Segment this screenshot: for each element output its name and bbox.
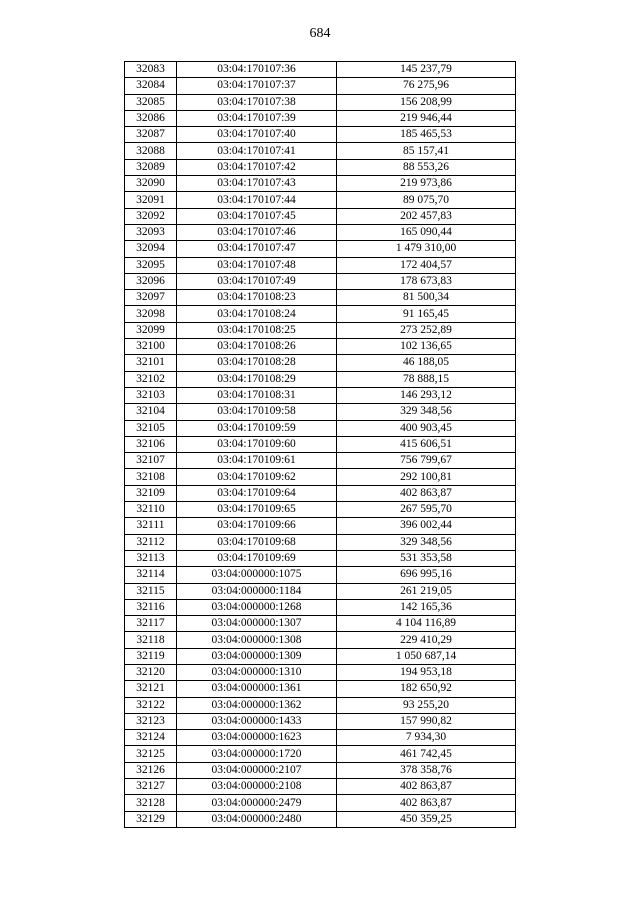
table-row [125,485,516,501]
cadastral-number-cell: 03:04:170109:68 [177,534,337,550]
row-number-cell: 32094 [125,241,177,257]
table-row [125,192,516,208]
amount-cell: 76 275,96 [337,78,516,94]
row-number-cell: 32116 [125,599,177,615]
table-row [125,599,516,615]
table-row [125,436,516,452]
row-number-cell: 32083 [125,62,177,78]
page-number: 684 [309,26,331,41]
row-number-cell: 32084 [125,78,177,94]
row-number-cell: 32122 [125,697,177,713]
amount-cell: 157 990,82 [337,713,516,729]
cadastral-number-cell: 03:04:170109:58 [177,404,337,420]
cadastral-number-cell: 03:04:000000:1310 [177,664,337,680]
amount-cell: 1 479 310,00 [337,241,516,257]
cadastral-number-cell: 03:04:170107:38 [177,94,337,110]
table-row [125,257,516,273]
table-row [125,273,516,289]
row-number-cell: 32102 [125,371,177,387]
table-row [125,78,516,94]
cadastral-number-cell: 03:04:170107:40 [177,127,337,143]
cadastral-number-cell: 03:04:170108:29 [177,371,337,387]
row-number-cell: 32096 [125,273,177,289]
row-number-cell: 32128 [125,795,177,811]
table-row [125,567,516,583]
amount-cell: 178 673,83 [337,273,516,289]
amount-cell: 4 104 116,89 [337,616,516,632]
cadastral-number-cell: 03:04:000000:1433 [177,713,337,729]
amount-cell: 93 255,20 [337,697,516,713]
cadastral-number-cell: 03:04:170108:31 [177,387,337,403]
cadastral-number-cell: 03:04:170109:66 [177,518,337,534]
cadastral-number-cell: 03:04:170109:59 [177,420,337,436]
amount-cell: 415 606,51 [337,436,516,452]
table-row [125,730,516,746]
row-number-cell: 32088 [125,143,177,159]
table-row [125,779,516,795]
row-number-cell: 32100 [125,339,177,355]
cadastral-number-cell: 03:04:000000:2108 [177,779,337,795]
cadastral-number-cell: 03:04:170107:37 [177,78,337,94]
table-row [125,664,516,680]
cadastral-number-cell: 03:04:170107:47 [177,241,337,257]
row-number-cell: 32099 [125,322,177,338]
amount-cell: 46 188,05 [337,355,516,371]
amount-cell: 1 050 687,14 [337,648,516,664]
row-number-cell: 32110 [125,502,177,518]
amount-cell: 402 863,87 [337,795,516,811]
amount-cell: 165 090,44 [337,224,516,240]
cadastral-number-cell: 03:04:170108:23 [177,290,337,306]
table-row [125,371,516,387]
cadastral-number-cell: 03:04:000000:1362 [177,697,337,713]
amount-cell: 219 973,86 [337,176,516,192]
amount-cell: 202 457,83 [337,208,516,224]
table-row [125,355,516,371]
row-number-cell: 32093 [125,224,177,240]
table-row [125,713,516,729]
cadastral-number-cell: 03:04:170109:60 [177,436,337,452]
amount-cell: 273 252,89 [337,322,516,338]
amount-cell: 261 219,05 [337,583,516,599]
table-row [125,159,516,175]
cadastral-number-cell: 03:04:000000:2479 [177,795,337,811]
amount-cell: 229 410,29 [337,632,516,648]
table-row [125,746,516,762]
cadastral-number-cell: 03:04:170107:48 [177,257,337,273]
amount-cell: 402 863,87 [337,779,516,795]
amount-cell: 182 650,92 [337,681,516,697]
row-number-cell: 32097 [125,290,177,306]
row-number-cell: 32108 [125,469,177,485]
table-row [125,387,516,403]
table-row [125,224,516,240]
cadastral-number-cell: 03:04:170108:24 [177,306,337,322]
amount-cell: 156 208,99 [337,94,516,110]
cadastral-number-cell: 03:04:000000:1075 [177,567,337,583]
cadastral-number-cell: 03:04:170108:28 [177,355,337,371]
amount-cell: 102 136,65 [337,339,516,355]
amount-cell: 400 903,45 [337,420,516,436]
row-number-cell: 32124 [125,730,177,746]
cadastral-number-cell: 03:04:000000:1184 [177,583,337,599]
row-number-cell: 32104 [125,404,177,420]
amount-cell: 146 293,12 [337,387,516,403]
row-number-cell: 32092 [125,208,177,224]
row-number-cell: 32113 [125,550,177,566]
table-row [125,241,516,257]
table-row [125,648,516,664]
table-row [125,306,516,322]
table-row [125,681,516,697]
row-number-cell: 32087 [125,127,177,143]
table-row [125,795,516,811]
table-row [125,616,516,632]
table-row [125,143,516,159]
table-row [125,339,516,355]
cadastral-number-cell: 03:04:170107:39 [177,110,337,126]
table-body [125,62,516,828]
row-number-cell: 32095 [125,257,177,273]
cadastral-number-cell: 03:04:170107:49 [177,273,337,289]
table-row [125,110,516,126]
row-number-cell: 32118 [125,632,177,648]
cadastral-number-cell: 03:04:170108:25 [177,322,337,338]
cadastral-number-cell: 03:04:170107:41 [177,143,337,159]
table-row [125,94,516,110]
cadastral-number-cell: 03:04:170108:26 [177,339,337,355]
cadastral-number-cell: 03:04:170109:65 [177,502,337,518]
amount-cell: 78 888,15 [337,371,516,387]
amount-cell: 91 165,45 [337,306,516,322]
amount-cell: 329 348,56 [337,534,516,550]
table-row [125,176,516,192]
row-number-cell: 32115 [125,583,177,599]
amount-cell: 85 157,41 [337,143,516,159]
row-number-cell: 32126 [125,762,177,778]
cadastral-number-cell: 03:04:000000:2480 [177,811,337,827]
cadastral-number-cell: 03:04:000000:1623 [177,730,337,746]
amount-cell: 402 863,87 [337,485,516,501]
row-number-cell: 32098 [125,306,177,322]
row-number-cell: 32106 [125,436,177,452]
table-row [125,502,516,518]
row-number-cell: 32091 [125,192,177,208]
amount-cell: 267 595,70 [337,502,516,518]
amount-cell: 7 934,30 [337,730,516,746]
cadastral-number-cell: 03:04:000000:1720 [177,746,337,762]
amount-cell: 88 553,26 [337,159,516,175]
table-row [125,534,516,550]
row-number-cell: 32103 [125,387,177,403]
cadastral-number-cell: 03:04:170109:62 [177,469,337,485]
table-row [125,518,516,534]
table-row [125,583,516,599]
table-row [125,322,516,338]
table-row [125,550,516,566]
amount-cell: 145 237,79 [337,62,516,78]
cadastral-number-cell: 03:04:000000:1308 [177,632,337,648]
cadastral-number-cell: 03:04:170107:42 [177,159,337,175]
row-number-cell: 32129 [125,811,177,827]
amount-cell: 219 946,44 [337,110,516,126]
row-number-cell: 32119 [125,648,177,664]
row-number-cell: 32090 [125,176,177,192]
amount-cell: 396 002,44 [337,518,516,534]
cadastral-number-cell: 03:04:000000:1307 [177,616,337,632]
amount-cell: 756 799,67 [337,453,516,469]
amount-cell: 461 742,45 [337,746,516,762]
table-row [125,420,516,436]
row-number-cell: 32101 [125,355,177,371]
cadastral-number-cell: 03:04:170107:36 [177,62,337,78]
row-number-cell: 32085 [125,94,177,110]
row-number-cell: 32112 [125,534,177,550]
row-number-cell: 32120 [125,664,177,680]
row-number-cell: 32089 [125,159,177,175]
row-number-cell: 32111 [125,518,177,534]
cadastral-number-cell: 03:04:000000:1309 [177,648,337,664]
table-row [125,811,516,827]
cadastral-number-cell: 03:04:170107:43 [177,176,337,192]
cadastral-number-cell: 03:04:000000:2107 [177,762,337,778]
amount-cell: 172 404,57 [337,257,516,273]
row-number-cell: 32121 [125,681,177,697]
amount-cell: 194 953,18 [337,664,516,680]
table-row [125,208,516,224]
amount-cell: 696 995,16 [337,567,516,583]
cadastral-number-cell: 03:04:170109:69 [177,550,337,566]
row-number-cell: 32109 [125,485,177,501]
data-table [124,61,516,828]
row-number-cell: 32086 [125,110,177,126]
table-row [125,62,516,78]
row-number-cell: 32127 [125,779,177,795]
row-number-cell: 32107 [125,453,177,469]
row-number-cell: 32105 [125,420,177,436]
amount-cell: 531 353,58 [337,550,516,566]
cadastral-number-cell: 03:04:170107:45 [177,208,337,224]
table-row [125,762,516,778]
row-number-cell: 32123 [125,713,177,729]
amount-cell: 185 465,53 [337,127,516,143]
cadastral-number-cell: 03:04:170109:61 [177,453,337,469]
amount-cell: 450 359,25 [337,811,516,827]
table-row [125,632,516,648]
table-row [125,290,516,306]
amount-cell: 142 165,36 [337,599,516,615]
table-row [125,469,516,485]
table-row [125,404,516,420]
row-number-cell: 32117 [125,616,177,632]
amount-cell: 89 075,70 [337,192,516,208]
table-row [125,453,516,469]
row-number-cell: 32114 [125,567,177,583]
amount-cell: 329 348,56 [337,404,516,420]
table-row [125,697,516,713]
cadastral-number-cell: 03:04:170109:64 [177,485,337,501]
cadastral-number-cell: 03:04:170107:44 [177,192,337,208]
cadastral-number-cell: 03:04:000000:1361 [177,681,337,697]
table-row [125,127,516,143]
amount-cell: 292 100,81 [337,469,516,485]
row-number-cell: 32125 [125,746,177,762]
cadastral-number-cell: 03:04:000000:1268 [177,599,337,615]
amount-cell: 378 358,76 [337,762,516,778]
cadastral-number-cell: 03:04:170107:46 [177,224,337,240]
amount-cell: 81 500,34 [337,290,516,306]
